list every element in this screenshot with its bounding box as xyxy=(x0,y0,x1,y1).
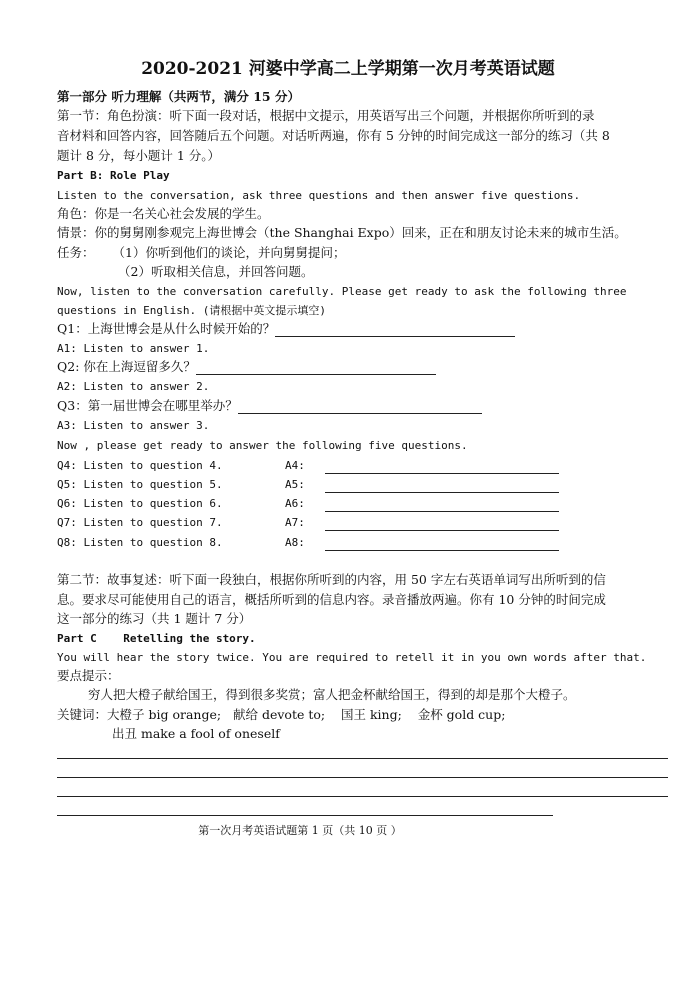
question-3-text: Q3：第一届世博会在哪里举办？ xyxy=(57,398,238,413)
answer-7-blank[interactable] xyxy=(325,518,559,531)
part2-intro-line-2: 息。要求尽可能使用自己的语言，概括所听到的信息内容。录音播放两遍。你有 10 分钟的时间完成 xyxy=(57,592,606,607)
question-row xyxy=(57,495,559,512)
question-1-text: Q1：上海世博会是从什么时候开始的？ xyxy=(57,321,276,336)
question-6-text: Q6: Listen to question 6. xyxy=(57,497,223,510)
answer-8-blank[interactable] xyxy=(325,538,559,551)
role-text: 角色：你是一名关心社会发展的学生。 xyxy=(57,206,270,221)
answer-6-blank[interactable] xyxy=(325,499,559,512)
part2-intro-line-1: 第二节：故事复述：听下面一段独白，根据你所听到的内容，用 50 字左右英语单词写出所听到的信 xyxy=(57,572,606,587)
part1-intro-line-2: 音材料和回答内容，回答随后五个问题。对话听两遍，你有 5 分钟的时间完成这一部分的练习（共 8 xyxy=(57,128,610,143)
part-c-title: Part C Retelling the story. xyxy=(57,632,256,645)
question-8-text: Q8: Listen to question 8. xyxy=(57,536,223,549)
retell-answer-line[interactable] xyxy=(57,815,553,816)
part1-intro-line-3: 题计 8 分，每小题计 1 分。） xyxy=(57,148,221,163)
question-5-text: Q5: Listen to question 5. xyxy=(57,478,223,491)
question-1-blank[interactable] xyxy=(275,324,515,337)
task-1-text: （1）你听到他们的谈论，并向舅舅提问； xyxy=(112,245,346,260)
part2-intro-line-3: 这一部分的练习（共 1 题计 7 分） xyxy=(57,611,252,626)
now-instruction-line-2: questions in English. (请根据中英文提示填空) xyxy=(57,304,326,317)
question-4-text: Q4: Listen to question 4. xyxy=(57,459,223,472)
question-1-row xyxy=(57,320,515,337)
part1-intro-line-1: 第一节：角色扮演：听下面一段对话，根据中文提示，用英语写出三个问题，并根据你所听到的录 xyxy=(57,108,595,123)
answer-6-label: A6: xyxy=(285,497,305,510)
question-2-row xyxy=(57,358,436,375)
hint-text: 穷人把大橙子献给国王，得到很多奖赏；富人把金杯献给国王，得到的却是那个大橙子。 xyxy=(88,687,576,702)
answer-3-text: A3: Listen to answer 3. xyxy=(57,419,210,432)
answer-5-label: A5: xyxy=(285,478,305,491)
answer-5-blank[interactable] xyxy=(325,480,559,493)
question-7-text: Q7: Listen to question 7. xyxy=(57,516,223,529)
hint-label: 要点提示： xyxy=(57,668,120,683)
answer-2-text: A2: Listen to answer 2. xyxy=(57,380,210,393)
page-footer: 第一次月考英语试题第 1 页（共 10 页 ） xyxy=(198,824,402,837)
answer-4-label: A4: xyxy=(285,459,305,472)
situation-text: 情景：你的舅舅刚参观完上海世博会（the Shanghai Expo）回来，正在和朋友讨论未来的城市生活。 xyxy=(57,225,627,240)
part1-heading: 第一部分 听力理解（共两节，满分 15 分） xyxy=(57,89,300,104)
question-3-blank[interactable] xyxy=(238,401,482,414)
now-instruction-line-1: Now, listen to the conversation carefully. Please get ready to ask the following three xyxy=(57,285,627,298)
question-2-blank[interactable] xyxy=(196,362,436,375)
answer-8-label: A8: xyxy=(285,536,305,549)
question-row xyxy=(57,534,559,551)
part-b-title: Part B: Role Play xyxy=(57,169,170,182)
question-row xyxy=(57,476,559,493)
retell-answer-line[interactable] xyxy=(57,758,668,759)
retell-answer-line[interactable] xyxy=(57,777,668,778)
task-line-1 xyxy=(57,244,345,261)
keywords-line-2: 出丑 make a fool of oneself xyxy=(112,726,280,741)
question-2-text: Q2: 你在上海逗留多久？ xyxy=(57,359,196,374)
answer-1-text: A1: Listen to answer 1. xyxy=(57,342,210,355)
exam-title: 2020-2021 河婆中学高二上学期第一次月考英语试题 xyxy=(141,59,555,79)
question-3-row xyxy=(57,397,482,414)
answer-4-blank[interactable] xyxy=(325,461,559,474)
task-2-text: （2）听取相关信息，并回答问题。 xyxy=(118,264,314,279)
answer-7-label: A7: xyxy=(285,516,305,529)
question-row xyxy=(57,514,559,531)
question-row xyxy=(57,457,559,474)
task-label: 任务： xyxy=(57,245,95,260)
part-b-instruction: Listen to the conversation, ask three questions and then answer five questions. xyxy=(57,189,581,202)
now-answer-instruction: Now , please get ready to answer the following five questions. xyxy=(57,439,468,452)
retell-answer-line[interactable] xyxy=(57,796,668,797)
keywords-line-1: 关键词：大橙子 big orange; 献给 devote to; 国王 king; 金杯 gold cup; xyxy=(57,707,506,722)
part-c-instruction: You will hear the story twice. You are required to retell it in you own words after that. xyxy=(57,651,647,664)
